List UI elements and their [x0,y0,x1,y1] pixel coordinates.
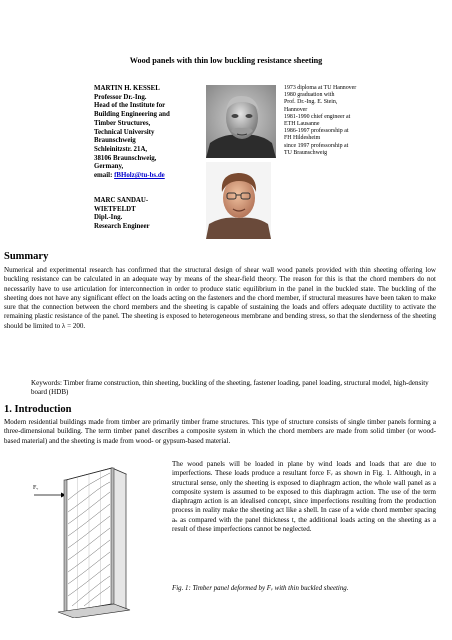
keywords: Keywords: Timber frame construction, thin sheeting, buckling of the sheeting, fastener loading, panel loading, structural model, high-density board (HDB) [31,379,429,397]
author-2-line: WIETFELDT [94,205,136,213]
author-1-line: Germany, [94,163,124,171]
bio-line: 1973 diploma at TU Hannover [284,85,357,91]
author-1-block [94,85,206,181]
bio-line: Prof. Dr.-Ing. E. Stein, [284,99,338,106]
summary-heading: Summary [4,251,49,262]
author-2-line: Research Engineer [94,223,150,231]
bio-line: FH Hildesheim [284,135,321,142]
email-link[interactable]: fBHolz@tu-bs.de [114,172,165,180]
bio-line: 1986-1997 professorship at [284,128,349,135]
bio-line: Hannover [284,106,308,113]
author-1-line: Technical University [94,128,155,136]
bio-line: ETH Lausanne [284,121,320,128]
author-2-photo [206,162,271,239]
author-1-line: Timber Structures, [94,119,151,127]
bio-line: since 1997 professorship at [284,142,349,149]
figure-1-caption: Fig. 1: Timber panel deformed by Fᵥ with thin buckled sheeting. [172,585,349,592]
author-1-line: 38106 Braunschweig, [94,154,157,162]
author-1-line: Head of the Institute for [94,102,166,110]
author-2-line: Dipl.-Ing. [94,214,123,222]
email-label: email: [94,172,115,180]
summary-text: Numerical and experimental research has confirmed that the structural design of shear wall wood panels provided with thin sheeting offering low buckling resistance can be calculated in an adequate way by means of the shear-field theory. The reason for this is that the chord members do not necessarily have to use articulation for interconnection in order to produce static equilibrium in the panel in the buckled state. The buckling of the sheeting does not have any significant effect on the loads acting on the fasteners and the chord member, if structural measures have been taken to make sure that the connection between the chord members and the sheeting is capable of sustaining the loads and offers adequate ductility to activate the remaining plastic resistance of the panel. The sheeting is exposed to heterogeneous membrane and bending stress, so that the slenderness of the sheeting should be limited to λ = 200. [4,266,436,330]
figure-1-panel-drawing [28,460,140,618]
intro-paragraph-2: The wood panels will be loaded in plane by wind loads and loads that are due to imperfections. These loads produce a resultant force Fᵥ as shown in Fig. 1. Although, in a structural sense, only the sheeting is exposed to diaphragm action, the whole wall panel as a composite system is assumed to be exposed to this diaphragm action. The use of the term diaphragm action is an idealised concept, since imperfections resulting from the production process in reality make the sheeting act like a shell. In case of a wide chord member spacing aₛ as compared with the panel thickness t, the additional loads acting on the sheeting as a result of these imperfections cannot be neglected. [172,460,436,533]
bio-line: 1981-1990 chief engineer at [284,113,351,120]
introduction-heading: 1. Introduction [4,404,72,415]
author-1-line: Schleinitzstr. 21A, [94,145,148,153]
author-1-line: Building Engineering and [94,111,170,119]
author-1-line: Professor Dr.-Ing. [94,93,147,101]
author-1-line: Braunschweig [94,137,136,145]
bio-line: TU Braunschweig [284,149,328,156]
author-1-line: MARTIN H. KESSEL [94,85,160,92]
author-1-photo [206,85,276,158]
author-2-line: MARC SANDAU- [94,197,149,204]
bio-line: 1980 graduation with [284,92,335,99]
force-label: Fᵥ [33,485,39,491]
paper-title: Wood panels with thin low buckling resistance sheeting [129,56,323,65]
author-1-email-line [94,172,206,181]
author-1-bio [284,85,394,157]
author-2-block [94,197,206,232]
intro-paragraph-1: Modern residential buildings made from timber are primarily timber frame structures. This type of structure consists of single timber panels forming a three-dimensional building. The term timber panel describes a composite system in which the chord members are made from solid timber (or wood-based material) and the sheeting is made from wood- or gypsum-based material. [4,418,436,445]
